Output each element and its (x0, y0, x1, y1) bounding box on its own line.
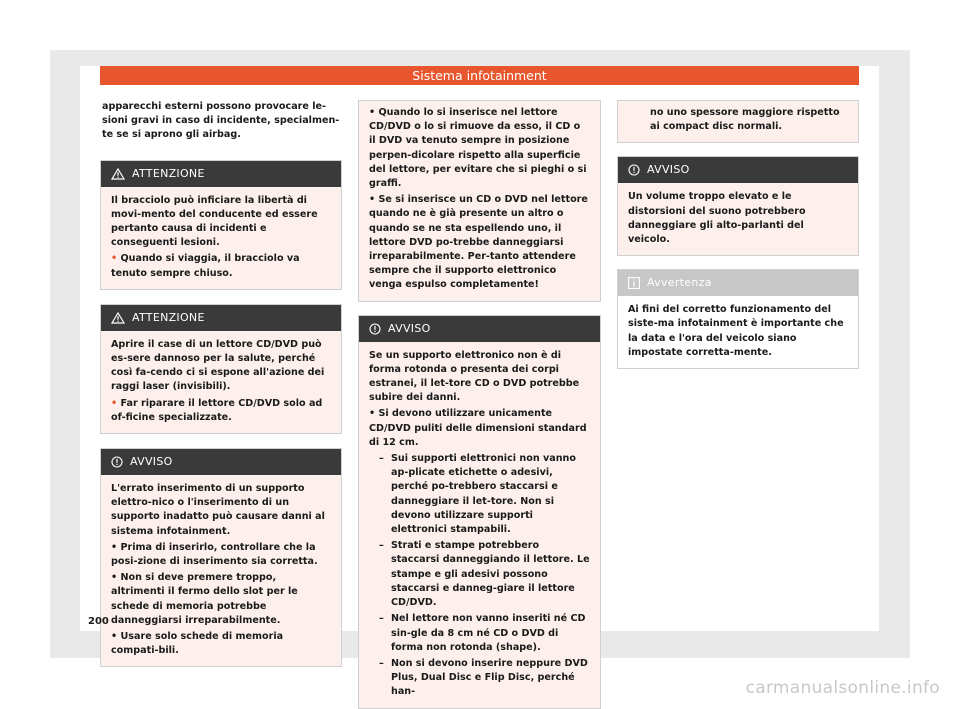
dash-item-text: Sui supporti elettronici non vanno ap-plicate etichette o adesivi, perché po-trebbero staccarsi e danneggiare il let-tore. Non si devono utilizzare supporti elettronici stampabili. (391, 453, 576, 536)
note-title: Avvertenza (647, 276, 712, 290)
notice-body (101, 475, 341, 666)
dash-item: – Strati e stampe potrebbero staccarsi danneggiando il lettore. Le stampe e gli adesivi possono staccarsi e danneg-giare il lettore CD/DVD. (379, 540, 590, 609)
warning-bullet-text: Quando si viaggia, il bracciolo va tenuto sempre chiuso. (111, 253, 300, 279)
dash-item: – Non si devono inserire neppure DVD Plus, Dual Disc e Flip Disc, perché han- (379, 657, 588, 698)
warning-box-armrest (100, 160, 342, 290)
notice-circle-icon (111, 456, 123, 468)
notice-text: L'errato inserimento di un supporto elettro-nico o l'inserimento di un supporto inadatto può causare danni al sistema infotainment. (111, 483, 325, 537)
notice-bullet: • Se si inserisce un CD o DVD nel lettore quando ne è già presente un altro o quando se ne sta espellendo uno, il lettore DVD po-trebbe danneggiarsi irreparabilmente. Per-tanto attendere sempre che il supporto elettronico venga espulso completamente! (369, 194, 588, 291)
notice-bullet-text: Prima di inserirlo, controllare che la posi-zione di inserimento sia corretta. (111, 541, 318, 568)
warning-box-laser (100, 304, 342, 434)
column-2 (358, 100, 601, 709)
notice-body (618, 183, 858, 255)
notice-box-header (101, 449, 341, 475)
warning-bullet: • Quando si viaggia, il bracciolo va tenuto sempre chiuso. (111, 253, 300, 279)
notice-circle-icon (369, 323, 381, 335)
notice-circle-icon (628, 164, 640, 176)
notice-bullet-text: Quando lo si inserisce nel lettore CD/DVD o lo si rimuove da esso, il CD o il DVD va tenuto sempre in posizione perpen-dicolare rispetto alla superficie del lettore, per evitare che si pieghi o si graffi. (369, 107, 587, 190)
notice-bullet-text: Se si inserisce un CD o DVD nel lettore quando ne è già presente un altro o quando se ne sta espellendo uno, il lettore DVD po-trebbe danneggiarsi irreparabilmente. Per-tanto attendere sempre che il supporto elettronico venga espulso completamente! (369, 194, 588, 291)
dash-item: – Sui supporti elettronici non vanno ap-plicate etichette o adesivi, perché po-trebbero staccarsi e danneggiare il let-tore. Non si devono utilizzare supporti elettronici stampabili. (379, 453, 576, 536)
warning-title: ATTENZIONE (132, 310, 205, 324)
continued-notice-text: no uno spessore maggiore rispetto ai compact disc normali. (650, 107, 840, 133)
dash-item-text: Strati e stampe potrebbero staccarsi danneggiando il lettore. Le stampe e gli adesivi possono staccarsi e danneg-giare il lettore CD/DVD. (391, 540, 590, 609)
notice-body (359, 342, 600, 708)
note-box-header (618, 270, 858, 296)
dash-item-text: Nel lettore non vanno inseriti né CD sin-gle da 8 cm né CD o DVD di forma non rotonda (shape). (391, 613, 586, 653)
dash-item-text: Non si devono inserire neppure DVD Plus, Dual Disc e Flip Disc, perché han- (391, 657, 588, 698)
warning-bullet-text: Far riparare il lettore CD/DVD solo ad of-ficine specializzate. (111, 397, 323, 423)
notice-bullet: • Si devono utilizzare unicamente CD/DVD puliti delle dimensioni standard di 12 cm. (369, 408, 587, 448)
watermark: carmanualsonline.info (745, 678, 940, 698)
notice-box-media (100, 448, 342, 667)
dash-list (369, 452, 590, 699)
notice-text: Se un supporto elettronico non è di forma rotonda o presenta dei corpi estranei, il let-tore CD o DVD potrebbe subire dei danni. (369, 349, 580, 404)
page-number: 200 (88, 616, 109, 627)
section-header: Sistema infotainment (100, 66, 859, 85)
warning-title: ATTENZIONE (132, 166, 205, 180)
info-icon (628, 277, 640, 289)
notice-text: Un volume troppo elevato e le distorsioni del suono potrebbero danneggiare gli alto-parlanti del veicolo. (628, 191, 806, 246)
column-1 (100, 100, 342, 667)
intro-text: apparecchi esterni possono provocare le-sioni gravi in caso di incidente, specialmen-te se si aprono gli airbag. (102, 101, 340, 141)
warning-box-header (101, 161, 341, 187)
notice-bullet-text: Non si deve premere troppo, altrimenti il fermo dello slot per le schede di memoria potrebbe danneggiarsi irreparabilmente. (111, 572, 298, 626)
warning-body (101, 187, 341, 289)
notice-box-header (359, 316, 600, 342)
notice-bullet: • Prima di inserirlo, controllare che la posi-zione di inserimento sia corretta. (111, 541, 318, 568)
warning-triangle-icon (111, 168, 125, 180)
continued-notice-box (358, 100, 601, 302)
warning-bullet: • Far riparare il lettore CD/DVD solo ad of-ficine specializzate. (111, 397, 323, 423)
continued-notice-box (617, 100, 859, 143)
warning-text: Il bracciolo può inficiare la libertà di movi-mento del conducente ed essere pertanto causa di incidenti e conseguenti lesioni. (111, 194, 318, 249)
notice-box-header (618, 157, 858, 183)
continued-notice-body (618, 101, 858, 142)
note-body (618, 296, 858, 368)
notice-bullet: • Non si deve premere troppo, altrimenti il fermo dello slot per le schede di memoria potrebbe danneggiarsi irreparabilmente. (111, 572, 298, 626)
warning-text: Aprire il case di un lettore CD/DVD può es-sere dannoso per la salute, perché così fa-cendo ci si espone all'azione dei raggi laser (invisibili). (111, 338, 325, 393)
warning-box-header (101, 305, 341, 331)
notice-box-volume (617, 156, 859, 256)
note-box-datetime (617, 269, 859, 369)
notice-box-disc (358, 315, 601, 709)
warning-triangle-icon (111, 312, 125, 324)
continued-notice-body (359, 101, 600, 301)
notice-title: AVVISO (130, 455, 173, 469)
note-text: Ai fini del corretto funzionamento del siste-ma infotainment è importante che la data e l'ora del veicolo siano impostate corretta-mente. (628, 304, 844, 358)
notice-title: AVVISO (388, 321, 431, 335)
warning-body (101, 331, 341, 433)
notice-bullet-text: Usare solo schede di memoria compati-bili. (111, 631, 284, 657)
notice-bullet: • Quando lo si inserisce nel lettore CD/DVD o lo si rimuove da esso, il CD o il DVD va tenuto sempre in posizione perpen-dicolare rispetto alla superficie del lettore, per evitare che si pieghi o si graffi. (369, 107, 587, 190)
notice-bullet: • Usare solo schede di memoria compati-bili. (111, 631, 284, 657)
dash-item: – Nel lettore non vanno inseriti né CD sin-gle da 8 cm né CD o DVD di forma non rotonda (shape). (379, 613, 586, 653)
notice-bullet-text: Si devono utilizzare unicamente CD/DVD puliti delle dimensioni standard di 12 cm. (369, 408, 587, 448)
column-3 (617, 100, 859, 369)
notice-title: AVVISO (647, 163, 690, 177)
